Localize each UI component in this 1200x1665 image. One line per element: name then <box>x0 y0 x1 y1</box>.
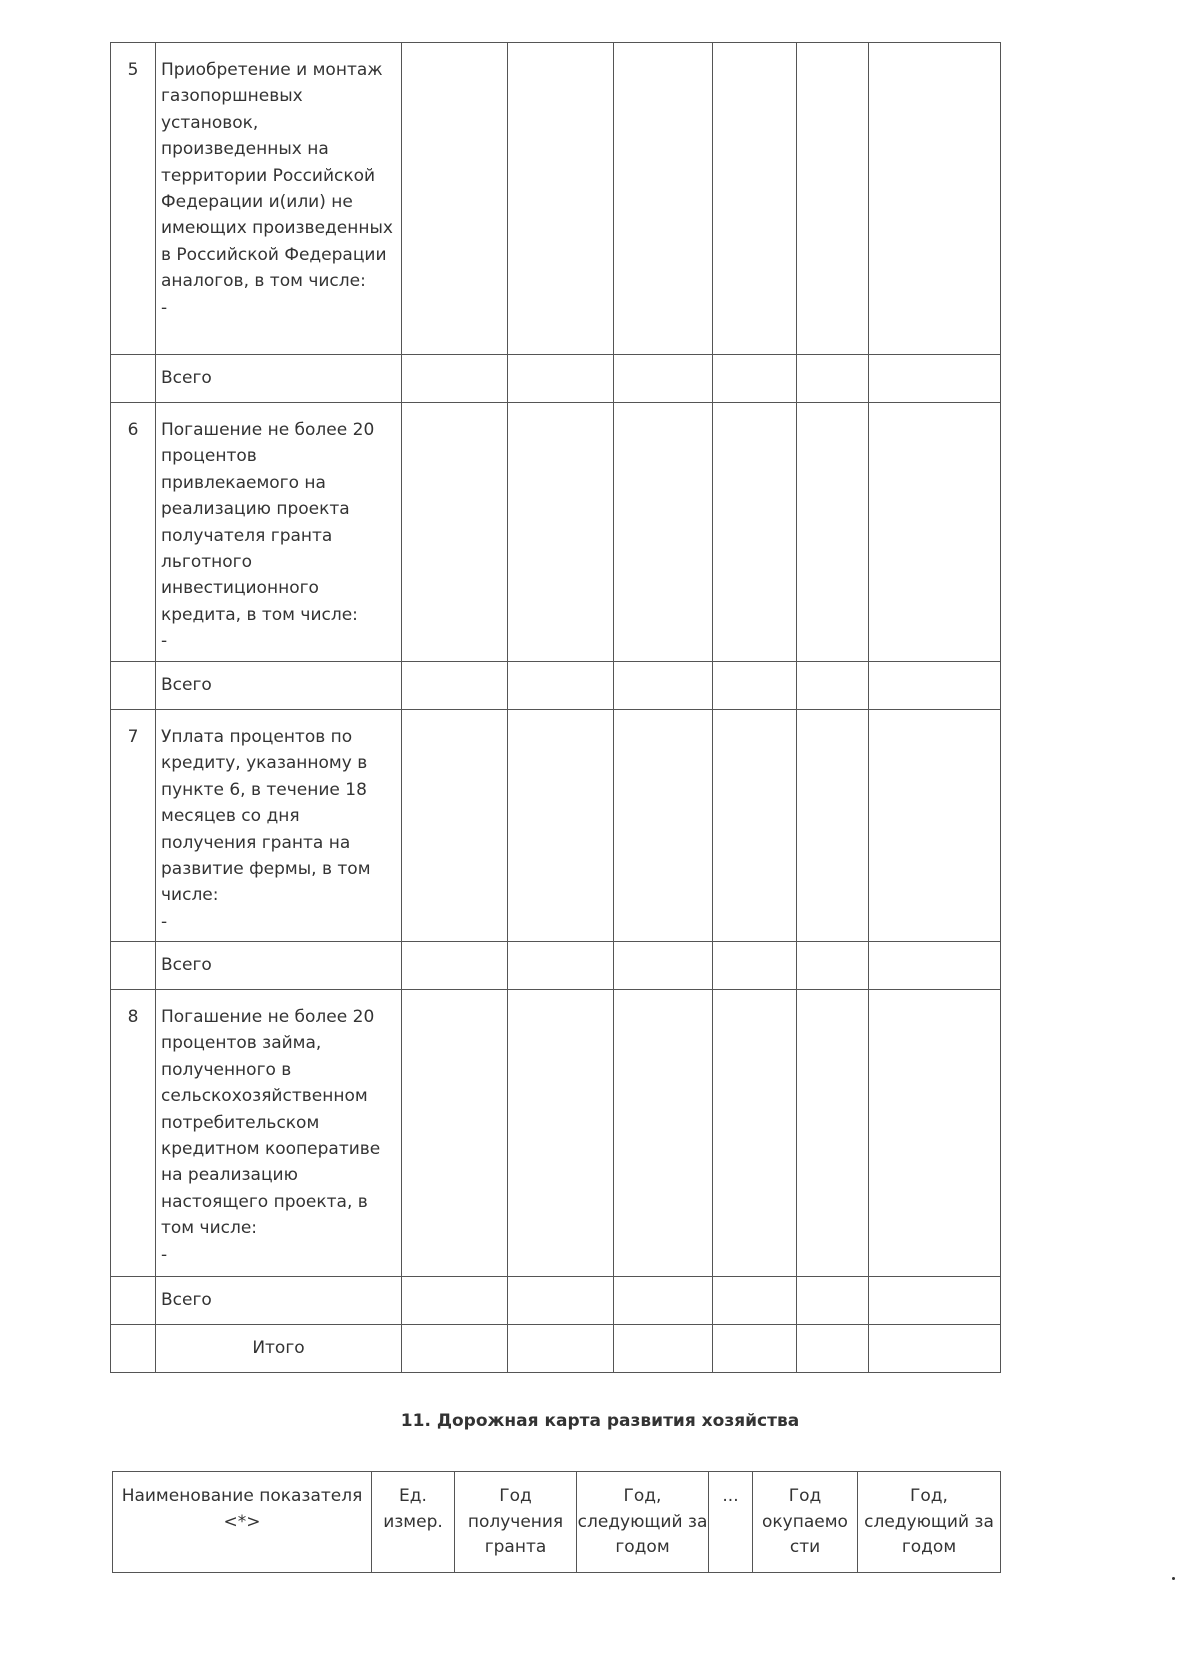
row-total-label: Всего <box>156 1277 402 1325</box>
row-description: Уплата процентов по кредиту, указанному в пункте 6, в течение 18 месяцев со дня получения гранта на развитие фермы, в том числе: - <box>156 710 402 942</box>
row-total-label: Всего <box>156 355 402 403</box>
row-total-label: Всего <box>156 942 402 990</box>
roadmap-header-row <box>113 1472 1001 1573</box>
row-total-label: Всего <box>156 662 402 710</box>
table-row-total <box>111 355 1001 403</box>
roadmap-table <box>112 1471 1001 1573</box>
row-description: Приобретение и монтаж газопоршневых установок, произведенных на территории Российской Федерации и(или) не имеющих произведенных в Российской Федерации аналогов, в том числе: - <box>156 43 402 355</box>
column-header-indicator: Наименование показателя <*> <box>113 1472 372 1573</box>
row-number: 6 <box>111 403 156 662</box>
section-title: 11. Дорожная карта развития хозяйства <box>400 1411 800 1431</box>
table-row-total <box>111 662 1001 710</box>
column-header-ellipsis: ... <box>709 1472 753 1573</box>
table-row <box>111 403 1001 662</box>
column-header-payback-year: Год окупаемо сти <box>753 1472 858 1573</box>
row-number: 8 <box>111 990 156 1277</box>
row-number: 5 <box>111 43 156 355</box>
table-row <box>111 43 1001 355</box>
table-row <box>111 710 1001 942</box>
column-header-next-year: Год, следующий за годом <box>577 1472 709 1573</box>
column-header-year-after-payback: Год, следующий за годом <box>858 1472 1001 1573</box>
table-row-total <box>111 942 1001 990</box>
row-description: Погашение не более 20 процентов займа, полученного в сельскохозяйственном потребительском кредитном кооперативе на реализацию настоящего проекта, в том числе: - <box>156 990 402 1277</box>
table-row-grand-total <box>111 1325 1001 1373</box>
column-header-grant-year: Год получения гранта <box>455 1472 577 1573</box>
financing-plan-table <box>110 42 1001 1373</box>
scan-speck <box>1172 1577 1175 1580</box>
row-description: Погашение не более 20 процентов привлекаемого на реализацию проекта получателя гранта льготного инвестиционного кредита, в том числе: - <box>156 403 402 662</box>
grand-total-label: Итого <box>156 1325 402 1373</box>
column-header-unit: Ед. измер. <box>372 1472 455 1573</box>
row-number: 7 <box>111 710 156 942</box>
table-row <box>111 990 1001 1277</box>
table-row-total <box>111 1277 1001 1325</box>
